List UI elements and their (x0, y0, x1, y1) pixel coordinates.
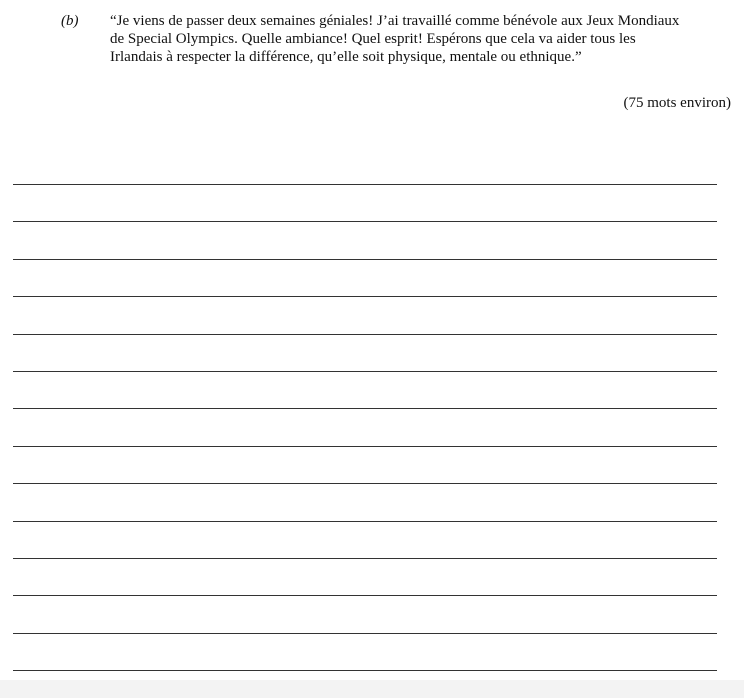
answer-line[interactable] (13, 595, 717, 596)
page-bottom-strip (0, 680, 744, 698)
answer-line[interactable] (13, 670, 717, 671)
answer-line[interactable] (13, 483, 717, 484)
prompt-line-3: Irlandais à respecter la différence, qu’elle soit physique, mentale ou ethnique.” (110, 49, 582, 65)
question-label: (b) (61, 13, 79, 29)
answer-line[interactable] (13, 521, 717, 522)
answer-line[interactable] (13, 259, 717, 260)
prompt-line-2: de Special Olympics. Quelle ambiance! Quel esprit! Espérons que cela va aider tous les (110, 31, 636, 47)
answer-line[interactable] (13, 371, 717, 372)
answer-line[interactable] (13, 633, 717, 634)
answer-line[interactable] (13, 558, 717, 559)
prompt-line-1: “Je viens de passer deux semaines géniales! J’ai travaillé comme bénévole aux Jeux Mondiaux (110, 13, 680, 29)
answer-line[interactable] (13, 221, 717, 222)
answer-lines[interactable] (13, 0, 717, 698)
answer-line[interactable] (13, 408, 717, 409)
word-count-hint: (75 mots environ) (623, 95, 731, 111)
answer-line[interactable] (13, 296, 717, 297)
answer-line[interactable] (13, 184, 717, 185)
answer-line[interactable] (13, 446, 717, 447)
answer-line[interactable] (13, 334, 717, 335)
